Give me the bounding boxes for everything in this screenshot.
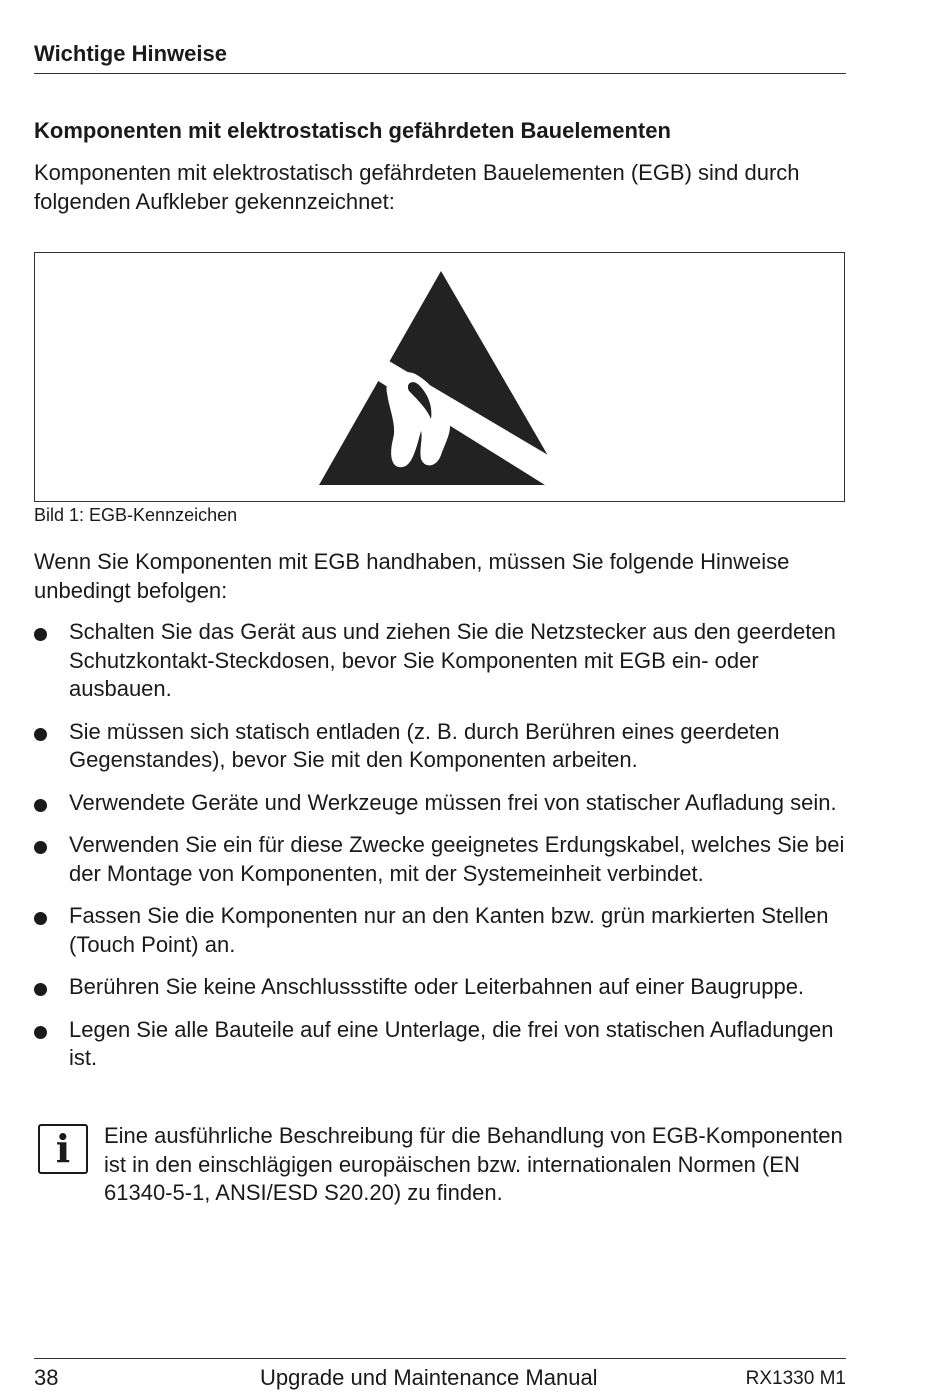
list-item <box>34 1016 846 1073</box>
bullet-icon <box>34 841 47 854</box>
bullet-icon <box>34 1026 47 1039</box>
info-text: Eine ausführliche Beschreibung für die Behandlung von EGB-Komponenten ist in den einschlägigen europäischen bzw. internationalen Normen (EN 61340-5-1, ANSI/ESD S20.20) zu finden. <box>104 1123 843 1205</box>
bullet-list <box>34 618 846 1087</box>
list-item-text: Verwenden Sie ein für diese Zwecke geeignetes Erdungskabel, welches Sie bei der Montage von Komponenten, mit der Systemeinheit verbindet. <box>69 832 845 886</box>
list-item-text: Berühren Sie keine Anschlussstifte oder Leiterbahnen auf einer Baugruppe. <box>69 974 805 999</box>
manual-title: Upgrade und Maintenance Manual <box>260 1365 598 1390</box>
section-title: Komponenten mit elektrostatisch gefährdeten Bauelementen <box>34 118 671 143</box>
list-item <box>34 618 846 704</box>
list-item <box>34 902 846 959</box>
bullet-icon <box>34 728 47 741</box>
bullet-icon <box>34 983 47 996</box>
list-item-text: Schalten Sie das Gerät aus und ziehen Sie die Netzstecker aus den geerdeten Schutzkontakt-Steckdosen, bevor Sie Komponenten mit EGB ein- oder ausbauen. <box>69 619 836 701</box>
footer-divider <box>34 1358 846 1359</box>
list-item <box>34 831 846 888</box>
page-number: 38 <box>34 1365 59 1390</box>
list-item-text: Fassen Sie die Komponenten nur an den Kanten bzw. grün markierten Stellen (Touch Point) an. <box>69 903 829 957</box>
figure-frame <box>34 252 845 502</box>
list-item-text: Legen Sie alle Bauteile auf eine Unterlage, die frei von statischen Aufladungen ist. <box>69 1016 834 1070</box>
list-item-text: Sie müssen sich statisch entladen (z. B. durch Berühren eines geerdeten Gegenstandes), bevor Sie mit den Komponenten arbeiten. <box>69 718 780 772</box>
intro-paragraph: Komponenten mit elektrostatisch gefährdeten Bauelementen (EGB) sind durch folgenden Aufkleber gekennzeichnet: <box>34 160 800 214</box>
list-item <box>34 718 846 775</box>
page-header-title: Wichtige Hinweise <box>34 41 227 66</box>
bullet-icon <box>34 912 47 925</box>
list-item <box>34 789 846 818</box>
esd-warning-icon <box>317 269 567 489</box>
bullet-icon <box>34 799 47 812</box>
model-name: RX1330 M1 <box>745 1368 846 1389</box>
list-item-text: Verwendete Geräte und Werkzeuge müssen frei von statischer Aufladung sein. <box>69 789 837 815</box>
header-divider <box>34 73 846 74</box>
bullet-icon <box>34 628 47 641</box>
figure-caption: Bild 1: EGB-Kennzeichen <box>34 505 238 525</box>
info-icon: i <box>38 1124 88 1174</box>
list-item <box>34 973 846 1002</box>
lead-paragraph: Wenn Sie Komponenten mit EGB handhaben, müssen Sie folgende Hinweise unbedingt befolgen: <box>34 549 790 603</box>
